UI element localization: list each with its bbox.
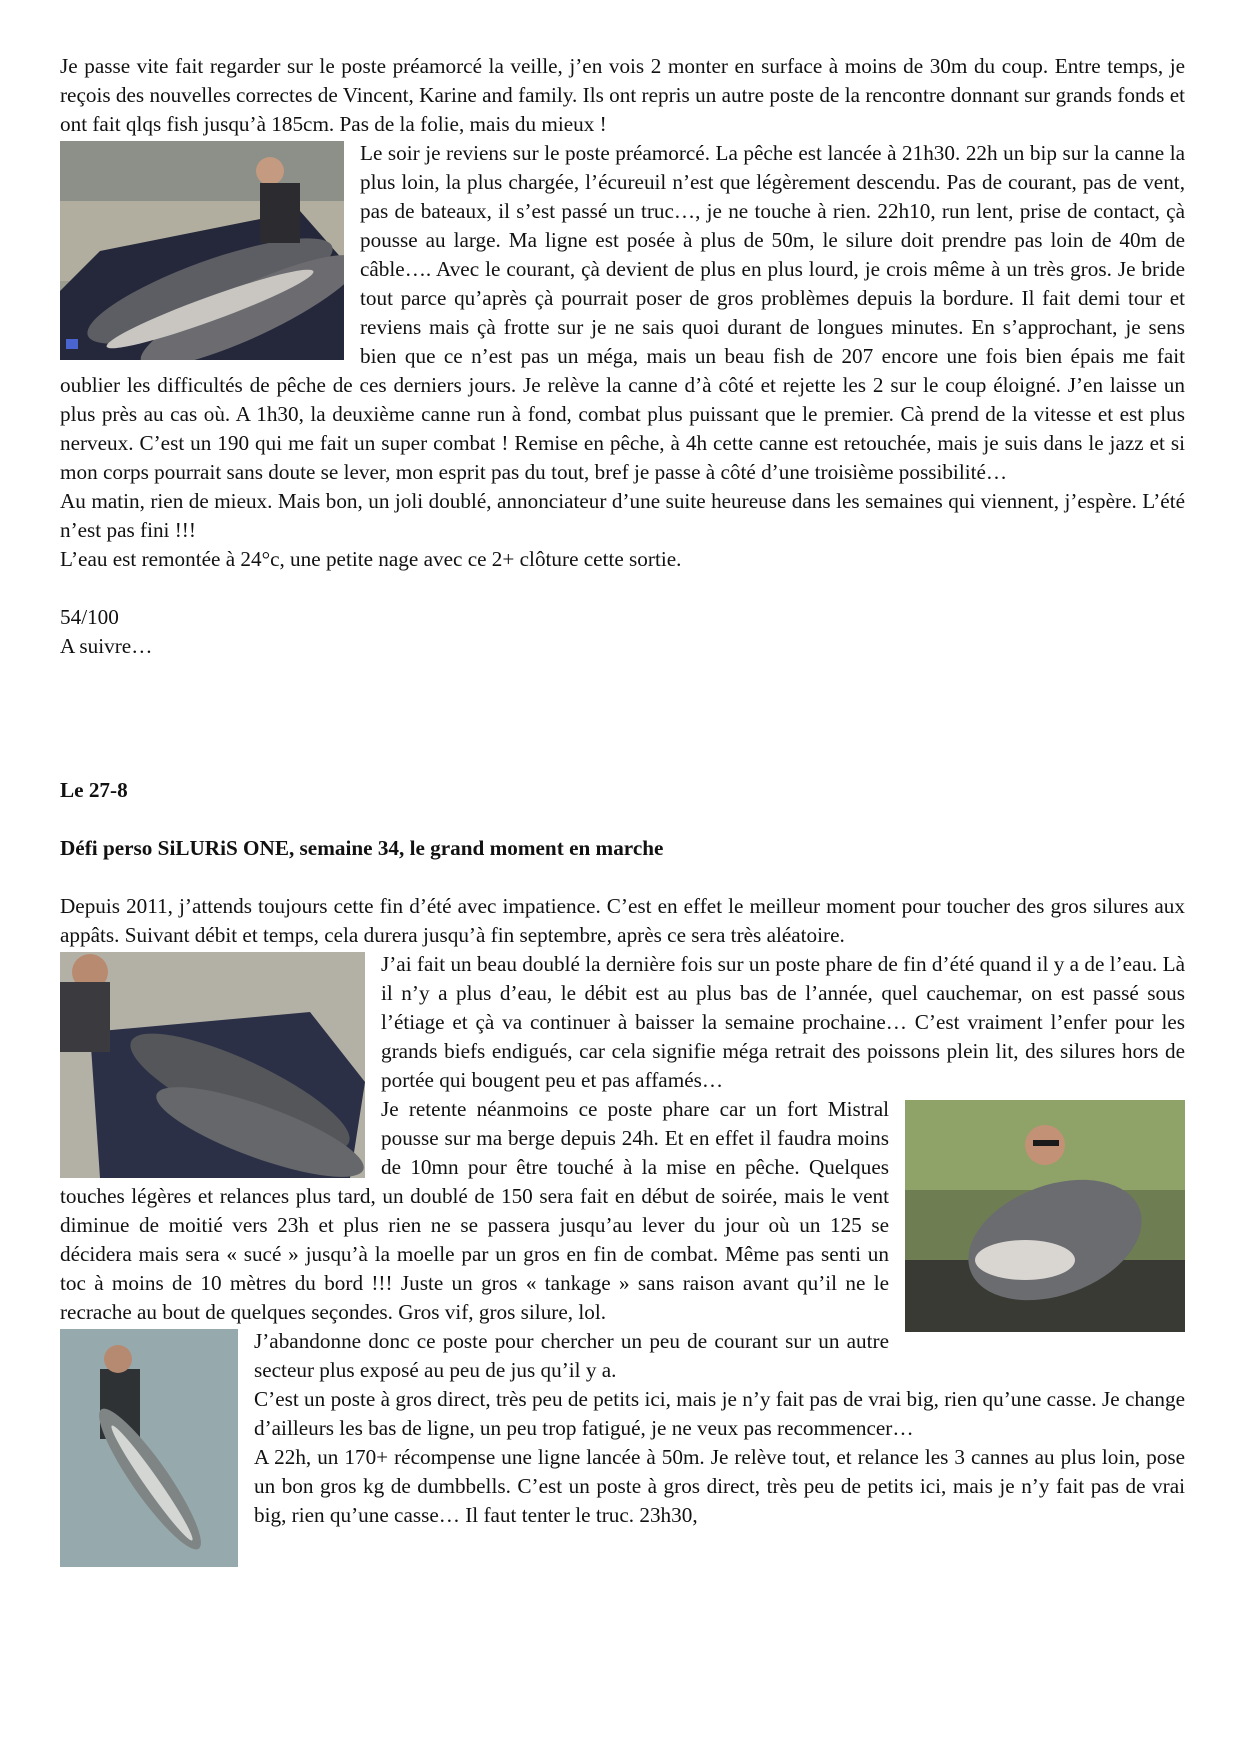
paragraph-morning: Au matin, rien de mieux. Mais bon, un joli doublé, annonciateur d’une suite heureuse dans les semaines qui viennent, j’espère. L’été n’est pas fini !!! [60,489,1185,542]
paragraph-night-session: Le soir je reviens sur le poste préamorcé. La pêche est lancée à 21h30. 22h un bip sur la canne la plus loin, la plus chargée, l’écureuil n’est que légèrement descendu. Pas de courant, pas de vent, pas de bateaux, il s’est passé un truc…, je ne touche à rien. 22h10, run lent, prise de contact, çà pousse au large. Ma ligne est posée à plus de 50m, le silure doit prendre pas loin de 40m de câble…. Avec le courant, çà devient de plus en plus lourd, je crois même à un très gros. Je bride tout parce qu’après çà pourrait poser de gros problèmes depuis la bordure. Il fait demi tour et reviens mais çà frotte sur je ne sais quoi durant de longues minutes. En s’approchant, je sens bien que ce n’est pas un méga, mais un beau fish de 207 encore une fois bien épais me fait oublier les difficultés de pêche de ces derniers jours. Je relève la canne d’à côté et rejette les 2 sur le coup éloigné. J’en laisse un plus près au cas où. A 1h30, la deuxième canne run à fond, combat plus puissant que le premier. Cà prend de la vitesse et est plus nerveux. C’est un 190 qui me fait un super combat ! Remise en pêche, à 4h cette canne est retouchée, mais je suis dans le jazz et si mon corps pourrait sans doute se lever, mon esprit pas du tout, bref je passe à côté d’une troisième possibilité… [60,141,1185,484]
score: 54/100 [60,605,119,629]
paragraph-water-temp: L’eau est remontée à 24°c, une petite nage avec ce 2+ clôture cette sortie. [60,547,682,571]
paragraph-22h: A 22h, un 170+ récompense une ligne lancée à 50m. Je relève tout, et relance les 3 cannes au plus loin, pose un bon gros kg de dumbbells. C’est un poste à gros direct, très peu de petits ici, mais je n’y fait pas de vrai big, rien qu’une casse… Il faut tenter le truc. 23h30, [254,1445,1185,1527]
paragraph-abandon: J’abandonne donc ce poste pour chercher un peu de courant sur un autre secteur plus exposé au peu de jus qu’il y a. [254,1329,889,1382]
photo-catfish-on-tarp [60,952,365,1178]
paragraph-intro: Je passe vite fait regarder sur le poste préamorcé la veille, j’en vois 2 monter en surface à moins de 30m du coup. Entre temps, je reçois des nouvelles correctes de Vincent, Karine and family. Ils ont repris un autre poste de la rencontre donnant sur grands fonds et ont fait qlqs fish jusqu’à 185cm. Pas de la folie, mais du mieux ! [60,54,1185,136]
follow-note: A suivre… [60,634,153,658]
photo-angler-holding-catfish [905,1100,1185,1332]
date-heading: Le 27-8 [60,778,128,802]
text-block-bottom [60,892,1185,1567]
photo-angler-in-water [60,1329,238,1567]
paragraph-hotspot: J’ai fait un beau doublé la dernière fois sur un poste phare de fin d’été quand il y a de l’eau. Là il n’y a plus d’eau, le débit est au plus bas de l’année, quel cauchemar, on est passé sous l’étiage et çà va continuer à baisser la semaine prochaine… C’est vraiment l’enfer pour les grands biefs endigués, car cela signifie méga retrait des poissons plein lit, des silures hors de portée qui bougent peu et pas affamés… [381,952,1185,1092]
paragraph-big-direct: C’est un poste à gros direct, très peu de petits ici, mais je n’y fait pas de vrai big, rien qu’une casse. Je change d’ailleurs les bas de ligne, un peu trop fatigué, je ne veux pas recommencer… [254,1387,1185,1440]
paragraph-intro-2011: Depuis 2011, j’attends toujours cette fin d’été avec impatience. C’est en effet le meilleur moment pour toucher des gros silures aux appâts. Suivant débit et temps, cela durera jusqu’à fin septembre, après ce sera très aléatoire. [60,894,1185,947]
article-title: Défi perso SiLURiS ONE, semaine 34, le grand moment en marche [60,836,664,860]
photo-two-catfish-on-mat [60,141,344,360]
paragraph-mistral: Je retente néanmoins ce poste phare car un fort Mistral pousse sur ma berge depuis 24h. Et en effet il faudra moins de 10mn pour être touché à la mise en pêche. Quelques touches légères et relances plus tard, un doublé de 150 sera fait en début de soirée, mais le vent diminue de moitié vers 23h et plus rien ne se passera jusqu’au lever du jour où un 125 se décidera mais sera « sucé » jusqu’à la moelle par un gros en fin de combat. Même pas senti un toc à moins de 10 mètres du bord !!! Juste un gros « tankage » sans raison avant qu’il ne le recrache au bout de quelques seçondes. Gros vif, gros silure, lol. [60,1097,889,1324]
text-block-top [60,52,1185,661]
